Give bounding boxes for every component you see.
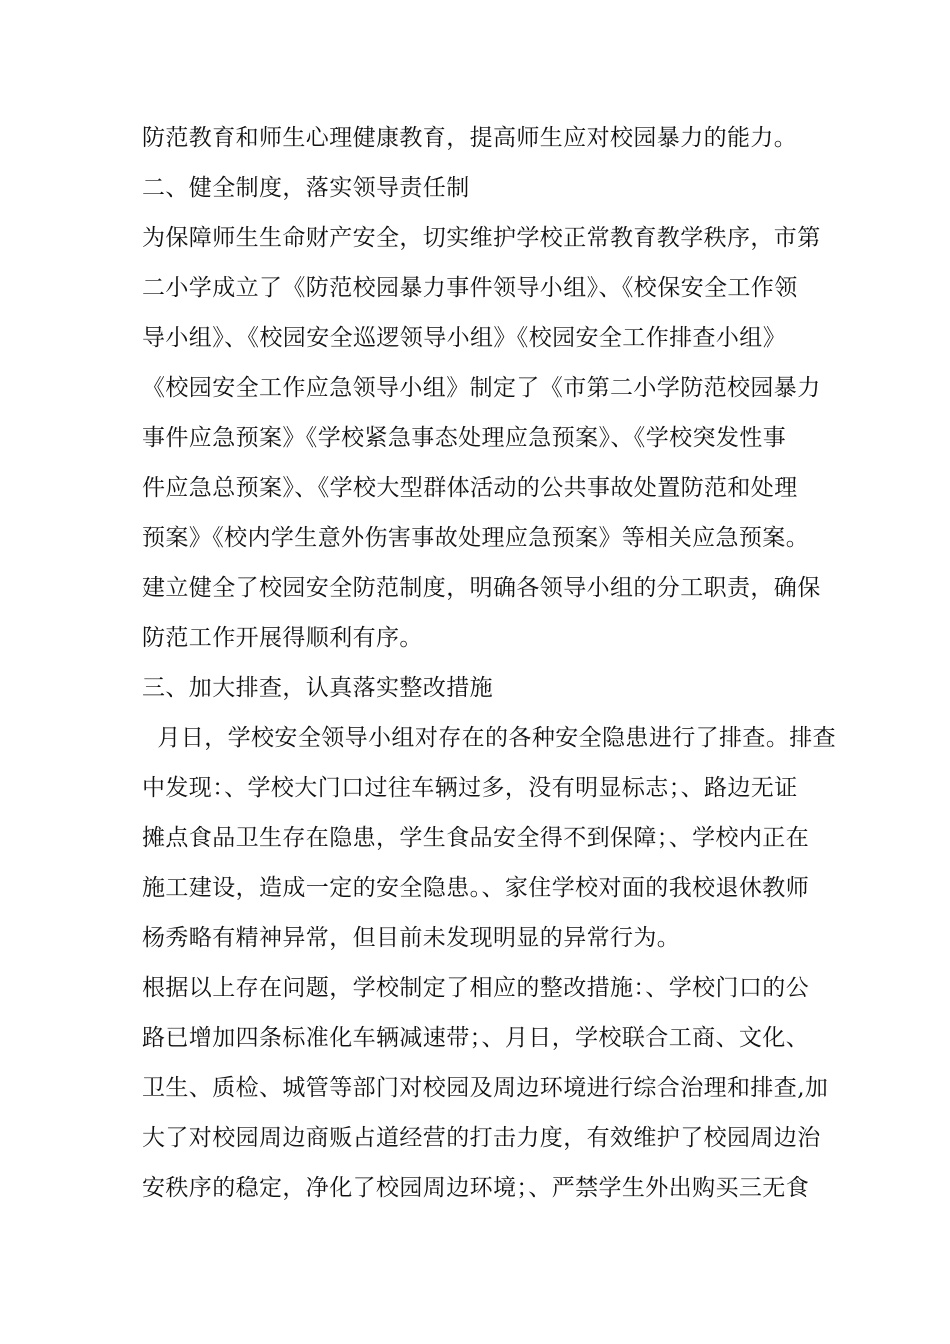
text-line: 杨秀略有精神异常，但目前未发现明显的异常行为。 <box>142 925 681 951</box>
section-heading: 三、加大排查，认真落实整改措施 <box>142 675 493 701</box>
text-line: 件应急总预案》、《学校大型群体活动的公共事故处置防范和处理 <box>142 475 798 501</box>
text-line: 根据以上存在问题，学校制定了相应的整改措施：、学校门口的公 <box>142 975 810 1001</box>
text-line: 为保障师生生命财产安全，切实维护学校正常教育教学秩序，市第 <box>142 225 821 251</box>
text-line: 导小组》、《校园安全巡逻领导小组》《校园安全工作排查小组》 <box>142 325 787 351</box>
text-line: 路已增加四条标准化车辆减速带；、月日，学校联合工商、文化、 <box>142 1025 810 1051</box>
text-line: 防范工作开展得顺利有序。 <box>142 625 423 651</box>
text-line: 预案》《校内学生意外伤害事故处理应急预案》等相关应急预案。 <box>142 525 810 551</box>
text-line: 二小学成立了《防范校园暴力事件领导小组》、《校保安全工作领 <box>142 275 798 301</box>
text-line: 《校园安全工作应急领导小组》制定了《市第二小学防范校园暴力 <box>142 375 821 401</box>
text-line: 卫生、质检、城管等部门对校园及周边环境进行综合治理和排查,加 <box>142 1075 829 1101</box>
text-line: 月日，学校安全领导小组对存在的各种安全隐患进行了排查。排查 <box>142 725 837 751</box>
text-line: 建立健全了校园安全防范制度，明确各领导小组的分工职责，确保 <box>142 575 821 601</box>
text-line: 安秩序的稳定，净化了校园周边环境；、严禁学生外出购买三无食 <box>142 1175 810 1201</box>
text-line: 防范教育和师生心理健康教育，提高师生应对校园暴力的能力。 <box>142 125 798 151</box>
text-line: 施工建设，造成一定的安全隐患。、家住学校对面的我校退休教师 <box>142 875 810 901</box>
text-line: 摊点食品卫生存在隐患，学生食品安全得不到保障；、学校内正在 <box>142 825 810 851</box>
section-heading: 二、健全制度，落实领导责任制 <box>142 175 470 201</box>
text-line: 大了对校园周边商贩占道经营的打击力度，有效维护了校园周边治 <box>142 1125 821 1151</box>
text-line: 中发现：、学校大门口过往车辆过多，没有明显标志；、路边无证 <box>142 775 798 801</box>
text-line: 事件应急预案》《学校紧急事态处理应急预案》、《学校突发性事 <box>142 425 787 451</box>
